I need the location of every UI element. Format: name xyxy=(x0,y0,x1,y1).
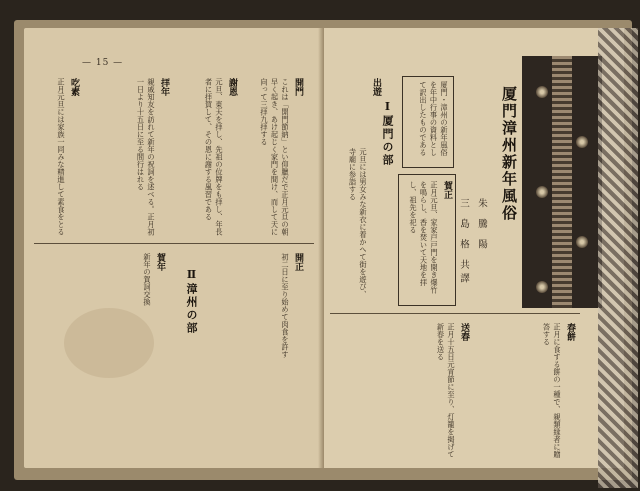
flower-motif xyxy=(536,281,548,293)
author-name: 朱 騰 陽 xyxy=(476,198,487,253)
right-item-text: 正月に食する餅の一種で、親類縁者に贈答する xyxy=(542,323,562,458)
left-section-heading: Ⅱ漳州の部 xyxy=(185,268,198,335)
right-item-text: 正月元旦、家家戸戸門を開き爆竹を鳴らし、香を焚いて天地を拝し、祖先を祀る xyxy=(409,181,439,294)
right-divider xyxy=(330,313,580,314)
flower-motif xyxy=(576,136,588,148)
left-item-text: 元旦、東天を拝し、先祖の位牌をも拝し、年長者に拝賀して、その恩に謝する風習である xyxy=(204,78,224,236)
left-item-text: 正月元旦には家族一同みな精進して素食をとる xyxy=(57,78,66,236)
right-section-heading: Ⅰ厦門の部 xyxy=(381,100,394,167)
left-item-text: これは「開門節納」とい仰臘だで正月元旦の朝早く起き、あけ起じく家門を間け、而して天に向って三拝九拝する xyxy=(260,78,290,236)
flower-motif xyxy=(536,186,548,198)
left-page-number: — 15 — xyxy=(82,58,124,68)
intro-box xyxy=(402,76,454,168)
textile-band xyxy=(552,56,572,308)
left-item-heading: 開門 xyxy=(293,78,303,96)
left-item-heading: 賀年 xyxy=(155,253,165,271)
left-item-heading: 謝恩 xyxy=(227,78,237,96)
article-title: 厦門漳州新年風俗 xyxy=(500,86,518,222)
next-page-edge xyxy=(598,28,638,488)
left-item-text: 初二日に至り始めて肉食を許す xyxy=(281,253,290,358)
flower-motif xyxy=(576,236,588,248)
right-item-heading: 出遊 xyxy=(371,78,381,96)
intro-text: 厦門・漳州の新年風俗を年中行事の資料として訳出したものである xyxy=(419,81,449,156)
left-item-heading: 吃素 xyxy=(69,78,79,96)
flower-motif xyxy=(536,86,548,98)
left-item-heading: 開正 xyxy=(293,253,303,271)
detail-box xyxy=(398,174,456,306)
left-item-text: 親戚知友を訪れて新年の祝詞を述べる。正月初一日より十五日に至る間行はれる xyxy=(136,78,156,236)
right-item-text: 正月十五日元宵節に至り、灯籠を掲げて新春を送る xyxy=(436,323,456,458)
left-item-heading: 拝年 xyxy=(159,78,169,96)
right-item-heading: 賀正 xyxy=(442,181,452,199)
right-item-text: 元旦には男女みな新衣に着かへて街を遊び、寺廟に参詣する xyxy=(348,148,368,298)
right-item-heading: 春餅 xyxy=(565,323,575,341)
left-item-text: 新年の賀詞交換 xyxy=(143,253,152,306)
author-name: 三 島 格 共譯 xyxy=(458,198,469,287)
right-item-heading: 送春 xyxy=(459,323,469,341)
right-page xyxy=(324,28,624,468)
left-divider xyxy=(34,243,314,244)
decorative-textile-image xyxy=(522,56,602,308)
left-page xyxy=(24,28,324,468)
